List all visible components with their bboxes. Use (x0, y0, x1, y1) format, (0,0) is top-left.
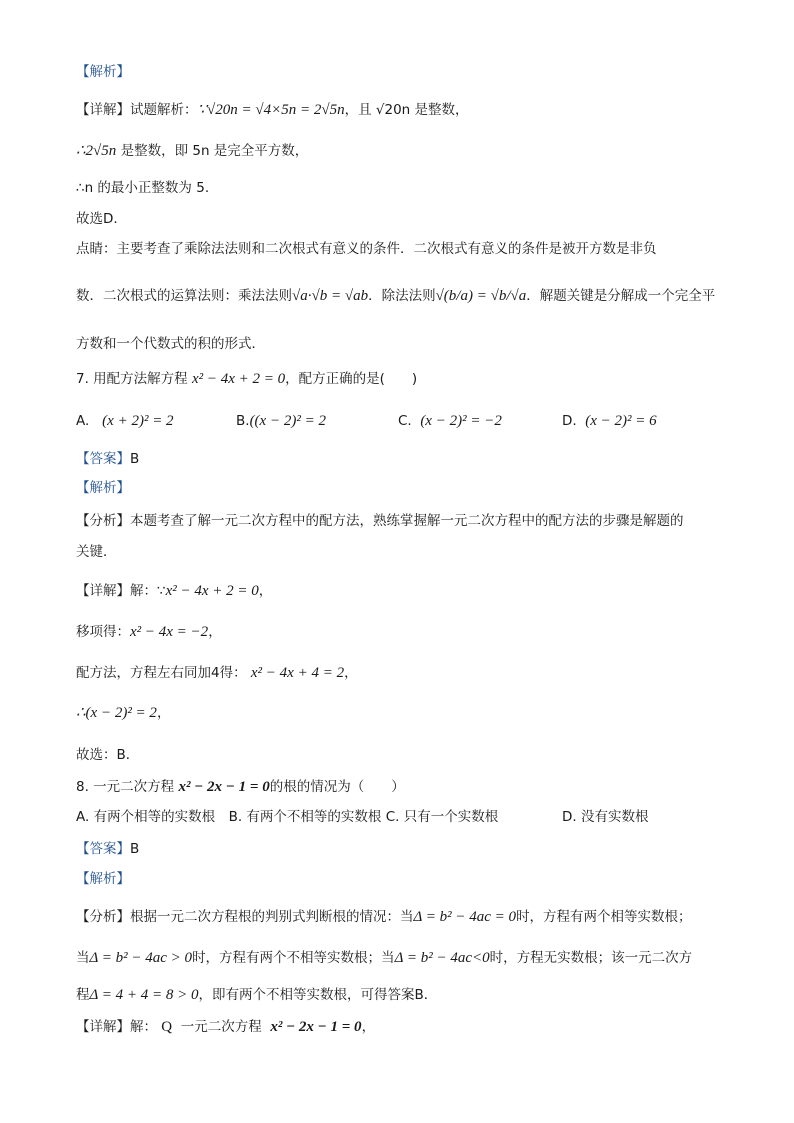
q7-breakdown-line2: 关键． (76, 544, 117, 560)
q8-stem-math: x² − 2x − 1 = 0 (178, 779, 270, 795)
q7-step1-math: x² − 4x = −2 (130, 624, 209, 640)
option-label: B. (236, 413, 250, 429)
q6-detail-prefix: 试题解析： (130, 102, 198, 118)
option-math: ((x − 2)² = 2 (249, 413, 326, 429)
q8-breakdown-line1-a: 根据一元二次方程根的判别式判断根的情况：当 (130, 909, 414, 925)
q7-detail-math: x² − 4x + 2 = 0 (165, 583, 259, 599)
q8-breakdown-line2-b: 时，方程有两个不相等实数根；当 (192, 950, 395, 966)
q6-note-line2-c: ．解题关键是分解成一个完全平 (526, 288, 716, 304)
q7-step1 (76, 623, 222, 641)
q6-detail-line (76, 101, 469, 119)
q7-step2-suffix: ， (344, 665, 358, 681)
q7-stem-suffix: ，配方正确的是( ) (285, 371, 418, 387)
q8-detail-prefix: 解： (130, 1019, 157, 1035)
q8-breakdown-line3-a: 程 (76, 987, 90, 1003)
q7-step2-math: x² − 4x + 4 = 2 (250, 665, 345, 681)
option-label: A. (76, 413, 90, 429)
q7-option-b (236, 412, 326, 430)
detail-tag: 【详解】 (76, 1019, 130, 1035)
q6-note-line2-a: 数．二次根式的运算法则：乘法法则 (76, 288, 292, 304)
q6-choose: 故选D. (76, 211, 118, 227)
q8-detail-mid: 一元二次方程 (180, 1019, 262, 1035)
q6-note-math-multiply: √a·√b = √ab (292, 288, 369, 304)
q7-detail-line (76, 582, 272, 600)
q8-breakdown-math2: Δ = b² − 4ac > 0 (89, 950, 193, 966)
option-label: D. (562, 413, 577, 429)
option-math: (x + 2)² = 2 (102, 413, 174, 429)
q6-note-line3: 方数和一个代数式的积的形式． (76, 336, 265, 352)
q7-option-d (562, 412, 657, 430)
option-math: (x − 2)² = −2 (420, 413, 502, 429)
q6-step1-math: ∴2√5n (76, 143, 117, 159)
q7-choose: 故选：B． (76, 747, 140, 763)
option-math: (x − 2)² = 6 (585, 413, 657, 429)
breakdown-tag: 【分析】 (76, 909, 130, 925)
q8-detail-symbol: Q (161, 1019, 173, 1035)
q8-stem-suffix: 的根的情况为（ ） (269, 779, 405, 795)
answer-tag: 【答案】 (76, 841, 130, 857)
q7-step2-prefix: 配方法，方程左右同加4得： (76, 665, 247, 681)
q6-detail-math: ∵√20n = √4×5n = 2√5n (197, 102, 345, 118)
q8-breakdown-line1 (76, 908, 692, 926)
q8-stem (76, 778, 405, 796)
q6-step1-text: 是整数，即 5n 是完全平方数， (116, 143, 309, 159)
q6-note-line2 (76, 287, 715, 305)
q7-option-c (398, 412, 502, 430)
q8-options-abc: A. 有两个相等的实数根 B. 有两个不相等的实数根 C. 只有一个实数根 (76, 809, 499, 825)
q7-answer (76, 450, 139, 468)
q8-stem-prefix: 8. 一元二次方程 (76, 779, 175, 795)
q7-step1-prefix: 移项得： (76, 624, 130, 640)
q8-breakdown-line3-b: ，即有两个不相等实数根，可得答案B． (198, 987, 438, 1003)
q7-step2 (76, 664, 358, 682)
q7-option-a (76, 412, 174, 430)
q8-breakdown-math1: Δ = b² − 4ac = 0 (413, 909, 517, 925)
q8-breakdown-line2 (76, 949, 692, 967)
analysis-tag: 【解析】 (76, 64, 130, 80)
q6-note-math-divide: √(b/a) = √b/√a (435, 288, 527, 304)
q7-answer-value: B (130, 451, 140, 467)
q8-breakdown-line2-c: 时，方程无实数根；该一元二次方 (489, 950, 693, 966)
q7-detail-suffix: ， (258, 583, 273, 599)
q6-step1 (76, 142, 308, 160)
q8-detail-math: x² − 2x − 1 = 0 (270, 1019, 362, 1035)
q6-note-line1: 点睛：主要考查了乘除法法则和二次根式有意义的条件．二次根式有意义的条件是被开方数是非负 (76, 241, 657, 257)
breakdown-tag: 【分析】 (76, 513, 130, 529)
q8-breakdown-math3: Δ = b² − 4ac<0 (394, 950, 490, 966)
q8-detail-line (76, 1018, 375, 1036)
q7-stem (76, 370, 417, 388)
detail-tag: 【详解】 (76, 583, 130, 599)
q7-step3 (76, 704, 170, 722)
q6-detail-suffix: ，且 √20n 是整数， (344, 102, 469, 118)
q7-stem-prefix: 7. 用配方法解方程 (76, 371, 188, 387)
q7-breakdown-text: 本题考查了解一元二次方程中的配方法，熟练掌握解一元二次方程中的配方法的步骤是解题的 (130, 513, 684, 529)
q8-breakdown-line2-a: 当 (76, 950, 90, 966)
q8-answer-value: B (130, 841, 140, 857)
q7-detail-prefix: 解：∵ (130, 583, 166, 599)
q7-step3-suffix: ， (156, 705, 171, 721)
q7-stem-math: x² − 4x + 2 = 0 (191, 371, 286, 387)
detail-tag: 【详解】 (76, 102, 130, 118)
q6-step2: ∴n 的最小正整数为 5. (76, 180, 210, 196)
q7-step3-math: ∴(x − 2)² = 2 (76, 705, 157, 721)
option-label: C. (398, 413, 412, 429)
analysis-tag: 【解析】 (76, 871, 130, 887)
q8-breakdown-line1-b: 时，方程有两个相等实数根； (516, 909, 692, 925)
q7-breakdown-line1 (76, 512, 684, 530)
answer-tag: 【答案】 (76, 451, 130, 467)
q8-detail-suffix: ， (361, 1019, 376, 1035)
q8-option-d: D. 没有实数根 (562, 809, 649, 825)
q8-answer (76, 840, 139, 858)
q7-step1-suffix: ， (208, 624, 222, 640)
analysis-tag: 【解析】 (76, 480, 130, 496)
q8-breakdown-line3 (76, 986, 437, 1004)
q6-note-line2-b: ．除法法则 (368, 288, 436, 304)
q8-breakdown-math4: Δ = 4 + 4 = 8 > 0 (89, 987, 199, 1003)
